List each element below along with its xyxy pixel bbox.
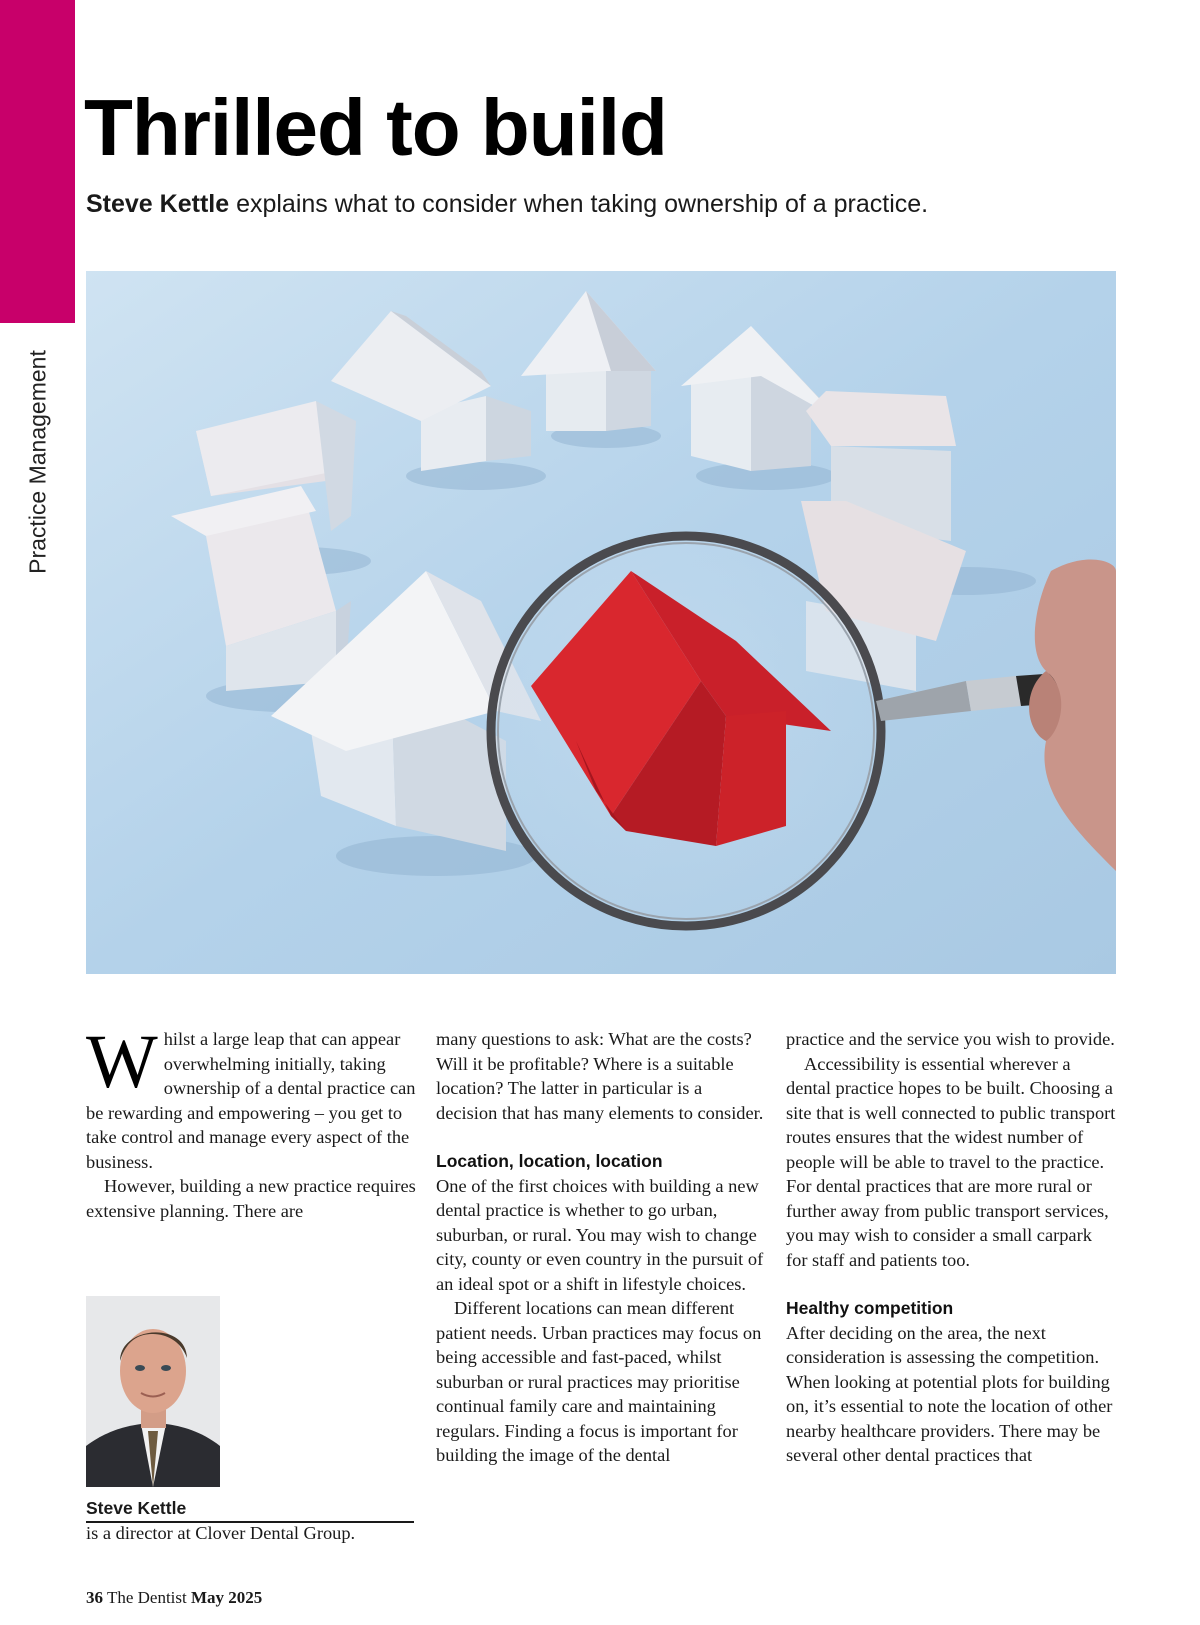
page-footer: [86, 1588, 262, 1608]
section-label: Practice Management: [24, 350, 51, 574]
article-standfirst: [86, 190, 928, 219]
body-paragraph: After deciding on the area, the next consideration is assessing the competition. When looking at potential plots for building on, it’s essential to note the location of other nearby healthcare providers. There may be several other dental practices that: [786, 1322, 1113, 1465]
article-column-2: [436, 1027, 766, 1468]
body-paragraph: hilst a large leap that can appear overwhelming initially, taking ownership of a dental practice can be rewarding and empowering – you get to take control and manage every aspect of the business.: [86, 1029, 416, 1172]
article-column-1: [86, 1020, 416, 1223]
body-paragraph: practice and the service you wish to provide.: [786, 1029, 1115, 1049]
hero-image: [86, 271, 1116, 974]
author-bio: is a director at Clover Dental Group.: [86, 1523, 356, 1543]
article-headline: Thrilled to build: [84, 83, 667, 172]
standfirst-text: explains what to consider when taking ownership of a practice.: [229, 190, 929, 218]
body-paragraph: However, building a new practice requires extensive planning. There are: [86, 1176, 416, 1221]
section-accent-bar: [0, 0, 75, 323]
publication-name: The Dentist: [106, 1588, 187, 1607]
body-paragraph: One of the first choices with building a new dental practice is whether to go urban, suburban, or rural. You may wish to change city, county or even country in the pursuit of an ideal spot or a shift in lifestyle choices.: [436, 1175, 764, 1294]
subheading: Location, location, location: [436, 1151, 663, 1171]
houses-magnifier-illustration: [86, 271, 1116, 974]
body-paragraph: many questions to ask: What are the costs? Will it be profitable? Where is a suitable location? The latter in particular is a decision that has many elements to consider.: [436, 1029, 764, 1123]
drop-cap: W: [86, 1020, 158, 1104]
subheading: Healthy competition: [786, 1298, 954, 1318]
page-number: 36: [86, 1588, 103, 1607]
issue-date: May 2025: [191, 1588, 263, 1607]
author-name: Steve Kettle: [86, 1496, 414, 1523]
body-paragraph: Accessibility is essential wherever a dental practice hopes to be built. Choosing a site that is well connected to public transport routes ensures that the widest number of people will be able to travel to the practice. For dental practices that are more rural or further away from public transport services, you may wish to consider a small carpark for staff and patients too.: [786, 1053, 1116, 1270]
body-paragraph: Different locations can mean different patient needs. Urban practices may focus on being accessible and fast-paced, whilst suburban or rural practices may prioritise continual family care and maintaining regulars. Finding a focus is important for building the image of the dental: [436, 1298, 762, 1465]
author-photo: [86, 1296, 220, 1487]
standfirst-author: Steve Kettle: [86, 190, 230, 218]
author-portrait: [86, 1296, 220, 1487]
article-column-3: [786, 1027, 1116, 1468]
